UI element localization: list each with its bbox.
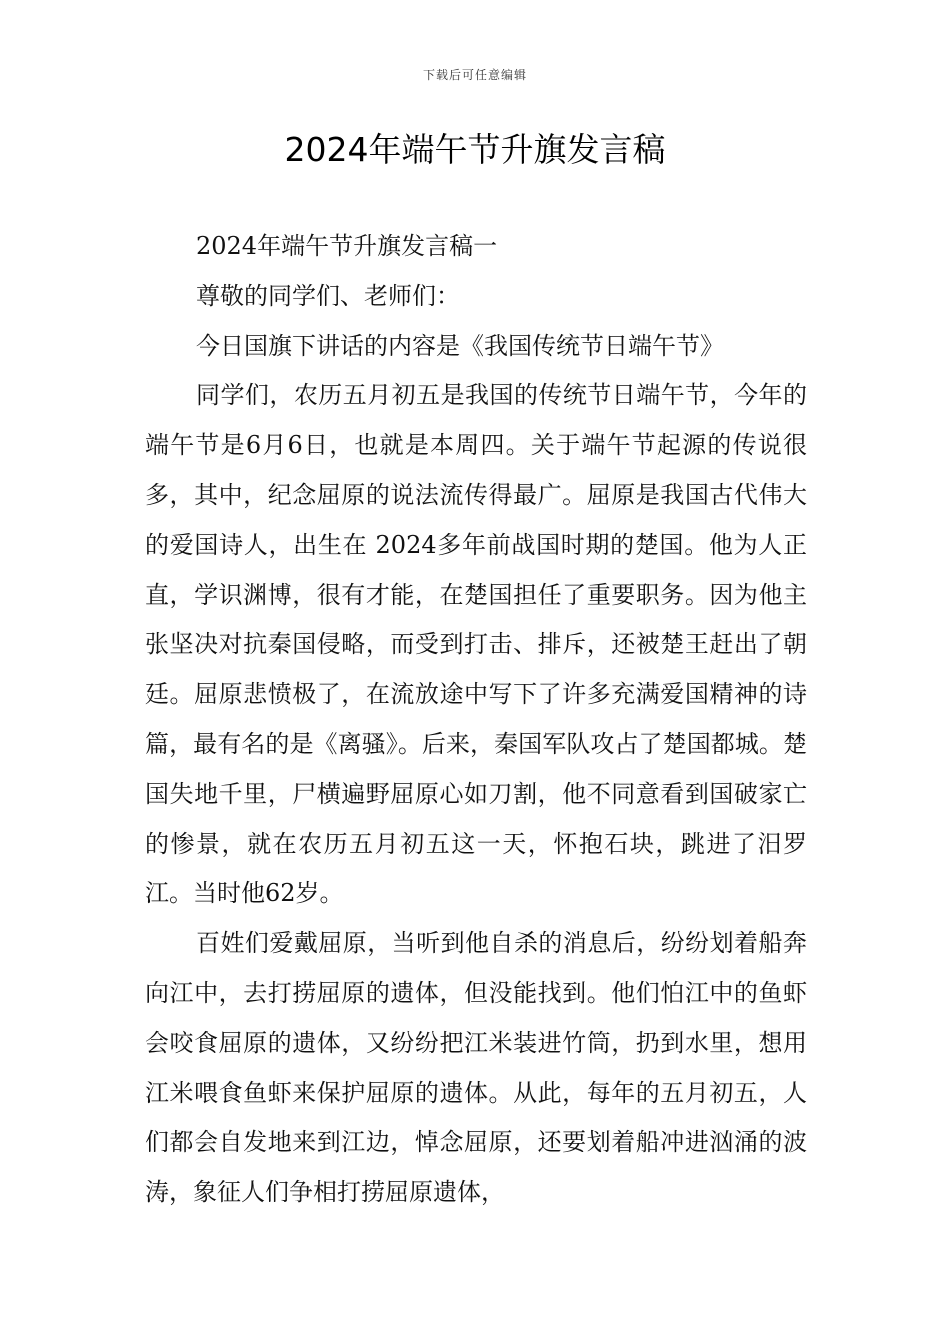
paragraph-subtitle: 2024年端午节升旗发言稿一 [196,232,498,260]
paragraph-topic: 今日国旗下讲话的内容是《我国传统节日端午节》 [196,331,724,360]
header-note: 下载后可任意编辑 [422,68,527,82]
paragraph-origin-story: 同学们，农历五月初五是我国的传统节日端午节，今年的端午节是6月6日，也就是本周四。关于端午节起源的传说很多，其中，纪念屈原的说法流传得最广。屈原是我国古代伟大的爱国诗人，出生在 2024多年前战国时期的楚国。他为人正直，学识渊博，很有才能，在楚国担任了重要职务。因为他主张坚决对抗秦国侵略，而受到打击、排斥，还被楚王赶出了朝廷。屈原悲愤极了，在流放途中写下了许多充满爱国精神的诗篇，最有名的是《离骚》。后来，秦国军队攻占了楚国都城。楚国失地千里，尸横遍野屈原心如刀割，他不同意看到国破家亡的惨景，就在农历五月初五这一天，怀抱石块，跳进了汨罗江。当时他62岁。 [145,381,807,908]
document-title: 2024年端午节升旗发言稿 [284,130,666,169]
paragraph-salutation: 尊敬的同学们、老师们： [196,281,460,310]
paragraph-commemoration: 百姓们爱戴屈原，当听到他自杀的消息后，纷纷划着船奔向江中，去打捞屈原的遗体，但没能找到。他们怕江中的鱼虾会咬食屈原的遗体，又纷纷把江米装进竹筒，扔到水里，想用江米喂食鱼虾来保护屈原的遗体。从此，每年的五月初五，人们都会自发地来到江边，悼念屈原，还要划着船冲进汹涌的波涛，象征人们争相打捞屈原遗体， [145,929,807,1207]
document-body [145,222,807,1218]
